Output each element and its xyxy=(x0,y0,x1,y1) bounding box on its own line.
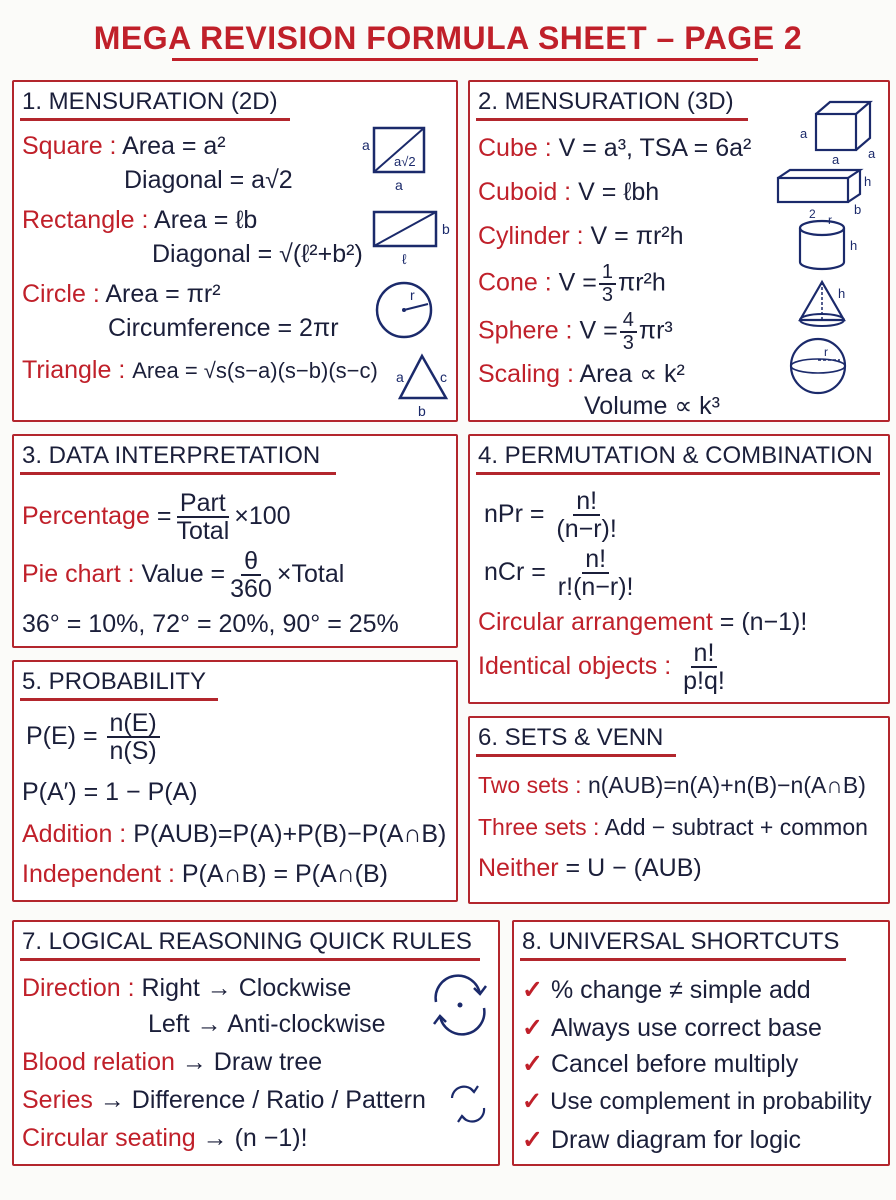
ncr-den: r!(n−r)! xyxy=(557,573,634,602)
section-heading: 5. PROBABILITY xyxy=(22,668,207,695)
check-icon: ✓ xyxy=(522,1014,543,1042)
circular-arrangement-formula: = (n−1)! xyxy=(719,608,808,636)
section-heading: 6. SETS & VENN xyxy=(478,724,664,751)
heading-underline xyxy=(476,754,676,757)
heading-underline xyxy=(20,698,218,701)
circular-seating-label: Circular seating xyxy=(22,1124,196,1152)
heading-underline xyxy=(520,958,846,961)
pie-num: θ xyxy=(241,548,261,576)
percentage-eq: = xyxy=(156,501,172,530)
heading-underline xyxy=(476,118,748,121)
cylinder-formula: V = πr²h xyxy=(590,222,684,250)
cyl-fig-r: r xyxy=(828,213,832,227)
blood-relation-rule: → Draw tree xyxy=(181,1048,323,1076)
sphere-formula-pre: V = xyxy=(579,316,618,345)
square-fig-diag: a√2 xyxy=(394,154,416,169)
series-rule: → Difference / Ratio / Pattern xyxy=(99,1086,426,1114)
tri-fig-a: a xyxy=(396,369,404,385)
blood-relation-label: Blood relation xyxy=(22,1048,175,1076)
section-heading: 4. PERMUTATION & COMBINATION xyxy=(478,442,873,469)
percentage-post: ×100 xyxy=(234,501,291,530)
rect-fig-b: b xyxy=(442,221,450,237)
cube-fig-a1: a xyxy=(800,126,808,141)
circular-seating-rule: → (n −1)! xyxy=(202,1124,308,1152)
cone-formula-post: πr²h xyxy=(617,268,666,297)
npr-den: (n−r)! xyxy=(556,515,617,544)
cube-fig-a3: a xyxy=(868,146,876,161)
npr-pre: nPr = xyxy=(484,499,545,528)
page-title: MEGA REVISION FORMULA SHEET – PAGE 2 xyxy=(93,20,803,56)
cube-label: Cube : xyxy=(478,134,552,162)
sphere-diagram-icon xyxy=(786,336,856,398)
pe-den: n(S) xyxy=(109,737,157,766)
section-mensuration-2d xyxy=(12,80,458,422)
square-area: Area = a² xyxy=(122,132,226,160)
cylinder-label: Cylinder : xyxy=(478,222,584,250)
cube-diagram-icon xyxy=(798,98,888,168)
pie-label: Pie chart : xyxy=(22,559,135,588)
section-mensuration-3d xyxy=(468,80,890,422)
cone-den: 3 xyxy=(601,284,613,306)
percentage-num: Part xyxy=(177,490,229,518)
scaling-area: Area ∝ k² xyxy=(579,360,685,388)
pie-post: ×Total xyxy=(276,559,345,588)
cyl-fig-2: 2 xyxy=(809,207,816,221)
tri-fig-b: b xyxy=(418,403,426,419)
circle-label: Circle : xyxy=(22,280,100,308)
triangle-diagram-icon xyxy=(394,350,458,422)
percentage-den: Total xyxy=(176,517,230,546)
npr-num: n! xyxy=(573,488,600,516)
heading-underline xyxy=(476,472,880,475)
section-heading: 7. LOGICAL REASONING QUICK RULES xyxy=(22,928,472,955)
rectangle-diagonal: Diagonal = √(ℓ²+b²) xyxy=(152,240,363,268)
cube-formula: V = a³, TSA = 6a² xyxy=(558,134,752,162)
circle-circumference: Circumference = 2πr xyxy=(108,314,339,342)
circle-area: Area = πr² xyxy=(105,280,221,308)
two-sets-label: Two sets : xyxy=(478,772,582,798)
angle-percentages: 36° = 10%, 72° = 20%, 90° = 25% xyxy=(22,610,399,638)
heading-underline xyxy=(20,472,336,475)
section-universal-shortcuts xyxy=(512,920,890,1166)
tri-fig-c: c xyxy=(440,369,447,385)
direction-left: Left → Anti-clockwise xyxy=(148,1010,386,1038)
neither-label: Neither xyxy=(478,854,559,882)
three-sets-formula: Add − subtract + common xyxy=(604,814,868,840)
circle-diagram-icon xyxy=(370,278,440,348)
square-fig-bottom: a xyxy=(395,177,403,193)
sphere-label: Sphere : xyxy=(478,316,573,345)
neither-formula: = U − (AUB) xyxy=(565,854,702,882)
cyl-fig-h: h xyxy=(850,238,858,253)
square-fig-side: a xyxy=(362,137,370,153)
addition-formula: P(AUB)=P(A)+P(B)−P(A∩B) xyxy=(133,820,447,848)
cone-fig-h: h xyxy=(838,286,846,301)
complement-rule: P(A′) = 1 − P(A) xyxy=(22,778,198,806)
sphere-num: 4 xyxy=(620,310,637,333)
section-heading: 3. DATA INTERPRETATION xyxy=(22,442,321,469)
square-diagonal: Diagonal = a√2 xyxy=(124,166,293,194)
pe-num: n(E) xyxy=(107,710,160,738)
shortcut-item: Use complement in probability xyxy=(550,1088,872,1115)
check-icon: ✓ xyxy=(522,976,543,1004)
addition-label: Addition : xyxy=(22,820,127,848)
check-icon: ✓ xyxy=(522,1050,543,1078)
triangle-area: Area = √s(s−a)(s−b)(s−c) xyxy=(132,358,378,383)
series-label: Series xyxy=(22,1086,93,1114)
section-probability xyxy=(12,660,458,902)
section-heading: 8. UNIVERSAL SHORTCUTS xyxy=(522,928,840,955)
independent-label: Independent : xyxy=(22,860,175,888)
check-icon: ✓ xyxy=(522,1088,543,1115)
sphere-formula-post: πr³ xyxy=(638,316,673,345)
independent-formula: P(A∩B) = P(A∩(B) xyxy=(181,860,388,888)
cuboid-formula: V = ℓbh xyxy=(578,178,660,206)
identical-num: n! xyxy=(691,640,718,668)
section-data-interpretation xyxy=(12,434,458,648)
heading-underline xyxy=(20,118,290,121)
shortcut-item: Cancel before multiply xyxy=(550,1050,799,1078)
cube-fig-a2: a xyxy=(832,152,840,167)
shortcut-item: Always use correct base xyxy=(550,1014,822,1042)
ncr-num: n! xyxy=(582,546,609,574)
section-heading: 1. MENSURATION (2D) xyxy=(22,88,278,115)
rectangle-diagram-icon xyxy=(370,208,460,268)
scaling-label: Scaling : xyxy=(478,360,574,388)
square-diagram-icon xyxy=(358,124,448,204)
cuboid-fig-h: h xyxy=(864,174,872,189)
identical-den: p!q! xyxy=(683,667,725,696)
percentage-label: Percentage xyxy=(22,501,150,530)
sphere-fig-r: r xyxy=(824,345,828,359)
check-icon: ✓ xyxy=(522,1126,543,1154)
cylinder-diagram-icon xyxy=(782,206,872,276)
rectangle-label: Rectangle : xyxy=(22,206,149,234)
circular-arrangement-label: Circular arrangement xyxy=(478,608,713,636)
cuboid-label: Cuboid : xyxy=(478,178,572,206)
pie-den: 360 xyxy=(230,575,272,604)
section-heading: 2. MENSURATION (3D) xyxy=(478,88,734,115)
heading-underline xyxy=(20,958,480,961)
rotation-arrows-icon xyxy=(426,972,496,1036)
pattern-cycle-icon xyxy=(444,1082,492,1126)
cone-formula-pre: V = xyxy=(558,268,597,297)
cone-num: 1 xyxy=(599,262,616,285)
cuboid-fig-b: b xyxy=(854,202,862,217)
cone-label: Cone : xyxy=(478,268,552,297)
identical-objects-label: Identical objects : xyxy=(478,651,672,680)
rectangle-area: Area = ℓb xyxy=(154,206,258,234)
circle-fig-r: r xyxy=(410,287,415,303)
sphere-den: 3 xyxy=(622,332,634,354)
section-logical-reasoning xyxy=(12,920,500,1166)
direction-right: Right → Clockwise xyxy=(141,974,352,1002)
pe-pre: P(E) = xyxy=(26,721,98,750)
triangle-label: Triangle : xyxy=(22,356,126,384)
section-sets-venn xyxy=(468,716,890,904)
shortcut-item: % change ≠ simple add xyxy=(550,976,811,1004)
title-underline xyxy=(172,58,758,61)
cone-diagram-icon xyxy=(786,278,866,334)
direction-label: Direction : xyxy=(22,974,135,1002)
shortcut-item: Draw diagram for logic xyxy=(550,1126,802,1154)
rect-fig-l: ℓ xyxy=(402,251,407,267)
scaling-volume: Volume ∝ k³ xyxy=(584,392,720,420)
square-label: Square : xyxy=(22,132,117,160)
ncr-pre: nCr = xyxy=(484,557,546,586)
three-sets-label: Three sets : xyxy=(478,814,600,840)
pie-pre: Value = xyxy=(141,559,226,588)
two-sets-formula: n(AUB)=n(A)+n(B)−n(A∩B) xyxy=(587,772,866,798)
section-permutation-combination xyxy=(468,434,890,704)
